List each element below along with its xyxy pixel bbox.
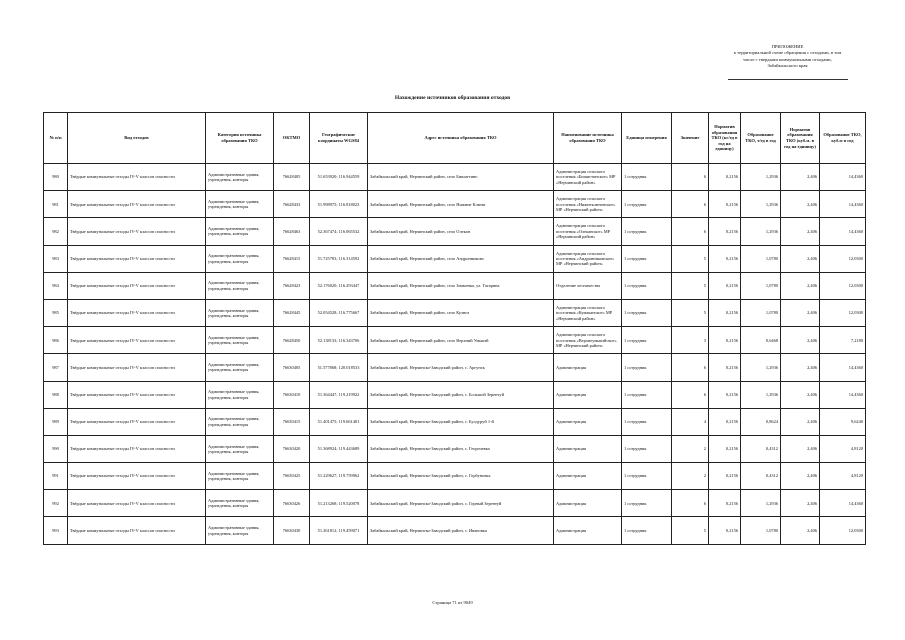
source-name-cell: Администрация сельского поселения «Андронниковское» МР «Нерчинский район»: [554, 245, 622, 272]
coordinates-cell: 51.401475; 119.661401: [310, 408, 368, 435]
appendix-line: Забайкальского края: [767, 63, 808, 69]
waste-m3-cell: 14,4360: [820, 218, 866, 245]
unit-cell: 1 сотрудник: [622, 354, 672, 381]
waste-m3-cell: 4,8120: [820, 435, 866, 462]
waste-type-cell: Твёрдые коммунальные отходы IV-V классов опасности: [68, 517, 206, 544]
oktmo-code-cell: 76630410: [274, 381, 310, 408]
coordinates-cell: 52.176020; 116.293447: [310, 272, 368, 299]
table-row: [44, 272, 866, 299]
source-address-cell: Забайкальский край, Нерчинский район, село Нижние Ключи: [368, 191, 554, 218]
coordinates-cell: 51.229627; 119.759962: [310, 463, 368, 490]
waste-tonnes-cell: 0,8624: [741, 408, 781, 435]
column-header: Наименование источника образования ТКО: [554, 113, 622, 164]
waste-m3-cell: 12,0300: [820, 299, 866, 326]
value-cell: 2: [672, 463, 709, 490]
table-row: [44, 381, 866, 408]
column-header: ОКТМО: [274, 113, 310, 164]
waste-type-cell: Твёрдые коммунальные отходы IV-V классов опасности: [68, 191, 206, 218]
norm-kg-cell: 0,2156: [709, 354, 741, 381]
value-cell: 3: [672, 327, 709, 354]
waste-m3-cell: 12,0300: [820, 272, 866, 299]
unit-cell: 1 сотрудник: [622, 435, 672, 462]
waste-m3-cell: 14,4360: [820, 191, 866, 218]
source-address-cell: Забайкальский край, Нерчинско-Заводский район, с. Аргунск: [368, 354, 554, 381]
column-header: Вид отходов: [68, 113, 206, 164]
row-number-cell: 986: [44, 327, 68, 354]
norm-m3-cell: 2,406: [781, 327, 820, 354]
page-title: Нахождение источников образования отходов: [394, 95, 511, 101]
norm-m3-cell: 2,406: [781, 354, 820, 381]
oktmo-code-cell: 76630420: [274, 435, 310, 462]
norm-kg-cell: 0,2156: [709, 408, 741, 435]
waste-tonnes-cell: 0,4312: [741, 463, 781, 490]
norm-kg-cell: 0,2156: [709, 435, 741, 462]
source-category-cell: Административные здания, учреждения, конторы: [206, 435, 274, 462]
source-address-cell: Забайкальский край, Нерчинско-Заводский район, с. Ивановка: [368, 517, 554, 544]
coordinates-cell: 51.725783; 116.314592: [310, 245, 368, 272]
norm-m3-cell: 2,406: [781, 299, 820, 326]
table-row: [44, 354, 866, 381]
coordinates-cell: 51.368924; 119.443689: [310, 435, 368, 462]
source-address-cell: Забайкальский край, Нерчинский район, село Знаменка, ул. Гагарина: [368, 272, 554, 299]
unit-cell: 1 сотрудник: [622, 272, 672, 299]
oktmo-code-cell: 76630415: [274, 408, 310, 435]
value-cell: 5: [672, 272, 709, 299]
source-address-cell: Забайкальский край, Нерчинско-Заводский район, с. Горный Зерентуй: [368, 490, 554, 517]
waste-type-cell: Твёрдые коммунальные отходы IV-V классов опасности: [68, 463, 206, 490]
unit-cell: 1 сотрудник: [622, 408, 672, 435]
waste-type-cell: Твёрдые коммунальные отходы IV-V классов опасности: [68, 490, 206, 517]
waste-tonnes-cell: 1,2936: [741, 490, 781, 517]
source-name-cell: Администрация сельского поселения «Олеканское» МР «Нерчинский район»: [554, 218, 622, 245]
waste-type-cell: Твёрдые коммунальные отходы IV-V классов опасности: [68, 408, 206, 435]
source-category-cell: Административные здания, учреждения, конторы: [206, 327, 274, 354]
waste-m3-cell: 12,0300: [820, 245, 866, 272]
column-header: Категория источника образования ТКО: [206, 113, 274, 164]
waste-m3-cell: 14,4360: [820, 490, 866, 517]
value-cell: 2: [672, 435, 709, 462]
source-category-cell: Административные здания, учреждения, конторы: [206, 218, 274, 245]
waste-type-cell: Твёрдые коммунальные отходы IV-V классов опасности: [68, 164, 206, 191]
table-header-row: [44, 113, 866, 164]
source-address-cell: Забайкальский край, Нерчинский район, село Андронниково: [368, 245, 554, 272]
source-category-cell: Административные здания, учреждения, конторы: [206, 191, 274, 218]
source-category-cell: Административные здания, учреждения, конторы: [206, 463, 274, 490]
norm-kg-cell: 0,2156: [709, 517, 741, 544]
oktmo-code-cell: 76630426: [274, 490, 310, 517]
source-name-cell: Отделение лесничества: [554, 272, 622, 299]
norm-m3-cell: 2,406: [781, 381, 820, 408]
source-category-cell: Административные здания, учреждения, конторы: [206, 517, 274, 544]
coordinates-cell: 51.653920; 116.944559: [310, 164, 368, 191]
row-number-cell: 984: [44, 272, 68, 299]
column-header: Адрес источника образования ТКО: [368, 113, 554, 164]
row-number-cell: 982: [44, 218, 68, 245]
source-category-cell: Административные здания, учреждения, конторы: [206, 299, 274, 326]
value-cell: 6: [672, 381, 709, 408]
waste-m3-cell: 14,4360: [820, 354, 866, 381]
source-name-cell: Администрация: [554, 354, 622, 381]
waste-tonnes-cell: 1,2936: [741, 354, 781, 381]
value-cell: 6: [672, 354, 709, 381]
waste-tonnes-cell: 1,2936: [741, 191, 781, 218]
appendix-line: к территориальной схеме обращения с отходами, в том: [733, 50, 842, 56]
column-header: Единица измерения: [622, 113, 672, 164]
coordinates-cell: 51.998975; 116.818023: [310, 191, 368, 218]
page-footer: Страница 71 из 9049: [432, 600, 473, 605]
source-address-cell: Забайкальский край, Нерчинский район, село Бишигтино: [368, 164, 554, 191]
oktmo-code-cell: 76628450: [274, 327, 310, 354]
row-number-cell: 980: [44, 164, 68, 191]
column-header: Географические координаты WGS84: [310, 113, 368, 164]
source-address-cell: Забайкальский край, Нерчинский район, село Олекан: [368, 218, 554, 245]
waste-tonnes-cell: 1,0780: [741, 245, 781, 272]
norm-m3-cell: 2,406: [781, 408, 820, 435]
column-header: Значение: [672, 113, 709, 164]
unit-cell: 1 сотрудник: [622, 327, 672, 354]
column-header: Образование ТКО, куб.м в год: [820, 113, 866, 164]
row-number-cell: 985: [44, 299, 68, 326]
norm-m3-cell: 2,406: [781, 490, 820, 517]
unit-cell: 1 сотрудник: [622, 245, 672, 272]
row-number-cell: 992: [44, 490, 68, 517]
oktmo-code-cell: 76628463: [274, 218, 310, 245]
appendix-rule: [728, 79, 848, 80]
column-header: Норматив образования ТКО (куб.м. в год на единицу): [781, 113, 820, 164]
table-row: [44, 191, 866, 218]
norm-m3-cell: 2,406: [781, 435, 820, 462]
row-number-cell: 989: [44, 408, 68, 435]
coordinates-cell: 52.138133; 116.343706: [310, 327, 368, 354]
unit-cell: 1 сотрудник: [622, 164, 672, 191]
norm-m3-cell: 2,406: [781, 164, 820, 191]
unit-cell: 1 сотрудник: [622, 517, 672, 544]
coordinates-cell: 51.213268; 119.520078: [310, 490, 368, 517]
norm-kg-cell: 0,2156: [709, 327, 741, 354]
waste-tonnes-cell: 1,2936: [741, 381, 781, 408]
source-name-cell: Администрация: [554, 408, 622, 435]
waste-tonnes-cell: 0,4312: [741, 435, 781, 462]
source-name-cell: Администрация: [554, 517, 622, 544]
value-cell: 5: [672, 299, 709, 326]
value-cell: 6: [672, 164, 709, 191]
value-cell: 5: [672, 517, 709, 544]
coordinates-cell: 52.054528; 116.775667: [310, 299, 368, 326]
unit-cell: 1 сотрудник: [622, 191, 672, 218]
waste-tonnes-cell: 1,2936: [741, 218, 781, 245]
norm-kg-cell: 0,2156: [709, 164, 741, 191]
source-category-cell: Административные здания, учреждения, конторы: [206, 490, 274, 517]
waste-type-cell: Твёрдые коммунальные отходы IV-V классов опасности: [68, 327, 206, 354]
source-address-cell: Забайкальский край, Нерчинский район, село Куэнга: [368, 299, 554, 326]
row-number-cell: 991: [44, 463, 68, 490]
row-number-cell: 988: [44, 381, 68, 408]
waste-m3-cell: 14,4360: [820, 164, 866, 191]
appendix-block: [720, 44, 855, 80]
norm-kg-cell: 0,2156: [709, 191, 741, 218]
oktmo-code-cell: 76628433: [274, 191, 310, 218]
source-address-cell: Забайкальский край, Нерчинско-Заводский район, с. Большой Зерентуй: [368, 381, 554, 408]
source-category-cell: Административные здания, учреждения, конторы: [206, 245, 274, 272]
waste-m3-cell: 9,6240: [820, 408, 866, 435]
source-name-cell: Администрация: [554, 435, 622, 462]
column-header: № п/п: [44, 113, 68, 164]
appendix-line: числе с твердыми коммунальными отходами,: [743, 56, 832, 62]
waste-tonnes-cell: 1,0780: [741, 299, 781, 326]
waste-m3-cell: 14,4360: [820, 381, 866, 408]
norm-m3-cell: 2,406: [781, 463, 820, 490]
source-name-cell: Администрация: [554, 490, 622, 517]
row-number-cell: 981: [44, 191, 68, 218]
table-row: [44, 245, 866, 272]
norm-kg-cell: 0,2156: [709, 245, 741, 272]
table-row: [44, 517, 866, 544]
source-category-cell: Административные здания, учреждения, конторы: [206, 381, 274, 408]
oktmo-code-cell: 76628423: [274, 272, 310, 299]
norm-kg-cell: 0,2156: [709, 299, 741, 326]
waste-type-cell: Твёрдые коммунальные отходы IV-V классов опасности: [68, 354, 206, 381]
table-row: [44, 299, 866, 326]
column-header: Образование ТКО, т/ед в год: [741, 113, 781, 164]
row-number-cell: 987: [44, 354, 68, 381]
value-cell: 4: [672, 408, 709, 435]
waste-m3-cell: 12,0300: [820, 517, 866, 544]
waste-type-cell: Твёрдые коммунальные отходы IV-V классов опасности: [68, 245, 206, 272]
row-number-cell: 983: [44, 245, 68, 272]
waste-tonnes-cell: 1,0780: [741, 517, 781, 544]
norm-m3-cell: 2,406: [781, 191, 820, 218]
norm-kg-cell: 0,2156: [709, 463, 741, 490]
table-row: [44, 463, 866, 490]
table-row: [44, 327, 866, 354]
norm-m3-cell: 2,406: [781, 245, 820, 272]
oktmo-code-cell: 76630425: [274, 463, 310, 490]
source-name-cell: Администрация: [554, 381, 622, 408]
waste-tonnes-cell: 1,2936: [741, 164, 781, 191]
unit-cell: 1 сотрудник: [622, 381, 672, 408]
source-category-cell: Административные здания, учреждения, конторы: [206, 272, 274, 299]
oktmo-code-cell: 76630430: [274, 517, 310, 544]
table-row: [44, 490, 866, 517]
table-row: [44, 164, 866, 191]
unit-cell: 1 сотрудник: [622, 299, 672, 326]
waste-type-cell: Твёрдые коммунальные отходы IV-V классов опасности: [68, 435, 206, 462]
sources-table: [43, 112, 866, 545]
value-cell: 6: [672, 191, 709, 218]
source-address-cell: Забайкальский край, Нерчинско-Заводский район, с. Горбуновка: [368, 463, 554, 490]
norm-m3-cell: 2,406: [781, 517, 820, 544]
waste-type-cell: Твёрдые коммунальные отходы IV-V классов опасности: [68, 218, 206, 245]
source-address-cell: Забайкальский край, Нерчинско-Заводский район, с. Булдуруй 1-й: [368, 408, 554, 435]
waste-m3-cell: 7,2180: [820, 327, 866, 354]
source-category-cell: Административные здания, учреждения, конторы: [206, 164, 274, 191]
source-name-cell: Администрация сельского поселения «Бишигтинское» МР «Нерчинский район»: [554, 164, 622, 191]
oktmo-code-cell: 76628415: [274, 245, 310, 272]
waste-tonnes-cell: 0,6468: [741, 327, 781, 354]
unit-cell: 1 сотрудник: [622, 463, 672, 490]
coordinates-cell: 52.367474; 116.065532: [310, 218, 368, 245]
waste-tonnes-cell: 1,0780: [741, 272, 781, 299]
appendix-title: ПРИЛОЖЕНИЕ: [771, 44, 804, 49]
source-address-cell: Забайкальский край, Нерчинско-Заводский район, с. Георгиевка: [368, 435, 554, 462]
norm-kg-cell: 0,2156: [709, 272, 741, 299]
waste-type-cell: Твёрдые коммунальные отходы IV-V классов опасности: [68, 272, 206, 299]
row-number-cell: 993: [44, 517, 68, 544]
oktmo-code-cell: 76630405: [274, 354, 310, 381]
table-row: [44, 408, 866, 435]
source-address-cell: Забайкальский край, Нерчинский район, село Верхний Умыкэй: [368, 327, 554, 354]
waste-type-cell: Твёрдые коммунальные отходы IV-V классов опасности: [68, 381, 206, 408]
value-cell: 5: [672, 245, 709, 272]
source-name-cell: Администрация: [554, 463, 622, 490]
waste-m3-cell: 4,8120: [820, 463, 866, 490]
column-header: Норматив образования ТКО (кг/ед в год на единицу): [709, 113, 741, 164]
norm-m3-cell: 2,406: [781, 272, 820, 299]
unit-cell: 1 сотрудник: [622, 218, 672, 245]
source-name-cell: Администрация сельского поселения «Нижнеключевское» МР «Нерчинский район»: [554, 191, 622, 218]
norm-kg-cell: 0,2156: [709, 218, 741, 245]
norm-m3-cell: 2,406: [781, 218, 820, 245]
oktmo-code-cell: 76628405: [274, 164, 310, 191]
source-name-cell: Администрация сельского поселения «Верхнеумыкэйское» МР «Нерчинский район»: [554, 327, 622, 354]
unit-cell: 1 сотрудник: [622, 490, 672, 517]
coordinates-cell: 51.577868; 120.018533: [310, 354, 368, 381]
table-row: [44, 435, 866, 462]
coordinates-cell: 51.364447; 119.219922: [310, 381, 368, 408]
table-row: [44, 218, 866, 245]
oktmo-code-cell: 76628445: [274, 299, 310, 326]
value-cell: 6: [672, 490, 709, 517]
norm-kg-cell: 0,2156: [709, 490, 741, 517]
row-number-cell: 990: [44, 435, 68, 462]
source-name-cell: Администрация сельского поселения «Кумаканское» МР «Нерчинский район»: [554, 299, 622, 326]
source-category-cell: Административные здания, учреждения, конторы: [206, 354, 274, 381]
norm-kg-cell: 0,2156: [709, 381, 741, 408]
source-category-cell: Административные здания, учреждения, конторы: [206, 408, 274, 435]
value-cell: 6: [672, 218, 709, 245]
waste-type-cell: Твёрдые коммунальные отходы IV-V классов опасности: [68, 299, 206, 326]
coordinates-cell: 51.261812; 119.459071: [310, 517, 368, 544]
